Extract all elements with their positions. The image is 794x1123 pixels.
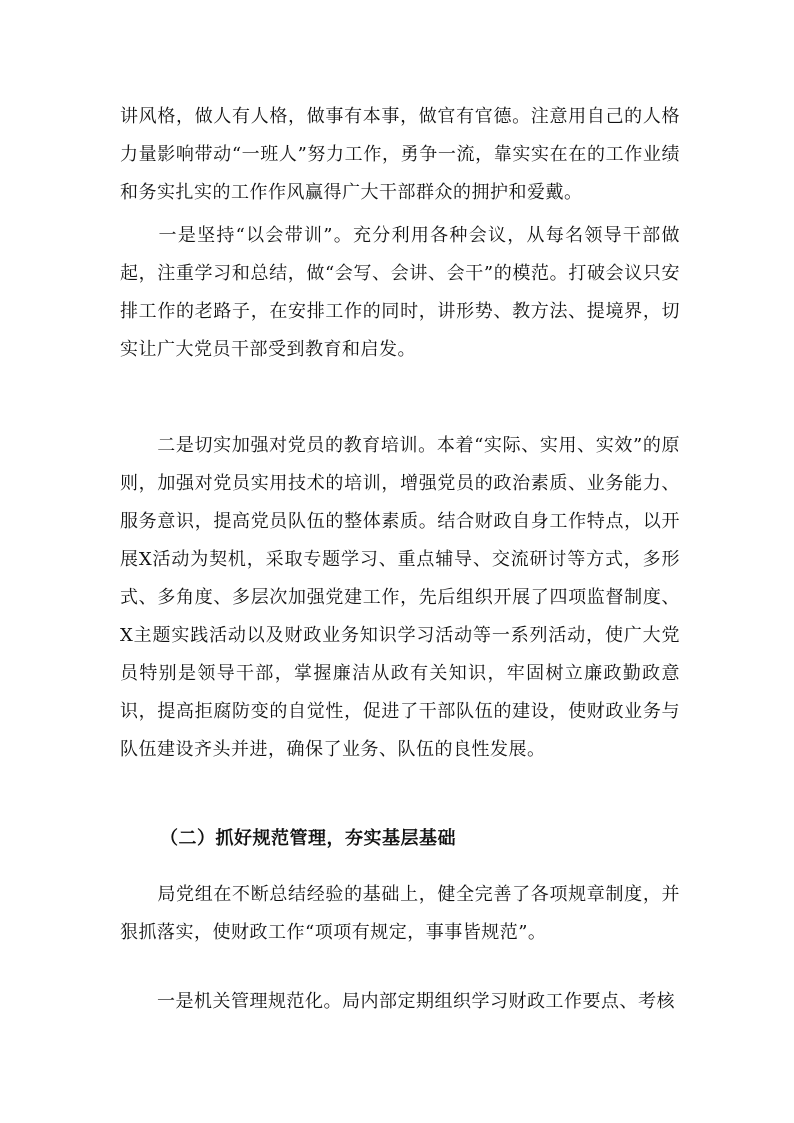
paragraph-leadership-style: 讲风格，做人有人格，做事有本事，做官有官德。注意用自己的人格力量影响带动“一班人”努力工作，勇争一流，靠实实在在的工作业绩和务实扎实的工作作风赢得广大干部群众的拥护和爱戴。 bbox=[120, 106, 680, 203]
paragraph-office-management: 一是机关管理规范化。局内部定期组织学习财政工作要点、考核 bbox=[120, 991, 675, 1012]
paragraph-meeting-training: 一是坚持“以会带训”。充分利用各种会议，从每名领导干部做起，注重学习和总结，做“会写、会讲、会干”的模范。打破会议只安排工作的老路子，在安排工作的同时，讲形势、教方法、提境界，切实让广大党员干部受到教育和启发。 bbox=[120, 225, 680, 360]
paragraph-rules-system: 局党组在不断总结经验的基础上，健全完善了各项规章制度，并狠抓落实，使财政工作“项项有规定，事事皆规范”。 bbox=[120, 884, 680, 943]
section-heading: （二）抓好规范管理，夯实基层基础 bbox=[160, 828, 456, 849]
paragraph-party-member-education: 二是切实加强对党员的教育培训。本着“实际、实用、实效”的原则，加强对党员实用技术的培训，增强党员的政治素质、业务能力、服务意识，提高党员队伍的整体素质。结合财政自身工作特点，以开展X活动为契机，采取专题学习、重点辅导、交流研讨等方式，多形式、多角度、多层次加强党建工作，先后组织开展了四项监督制度、X主题实践活动以及财政业务知识学习活动等一系列活动，使广大党员特别是领导干部，掌握廉洁从政有关知识，牢固树立廉政勤政意识，提高拒腐防变的自觉性，促进了干部队伍的建设，使财政业务与队伍建设齐头并进，确保了业务、队伍的良性发展。 bbox=[120, 435, 680, 760]
